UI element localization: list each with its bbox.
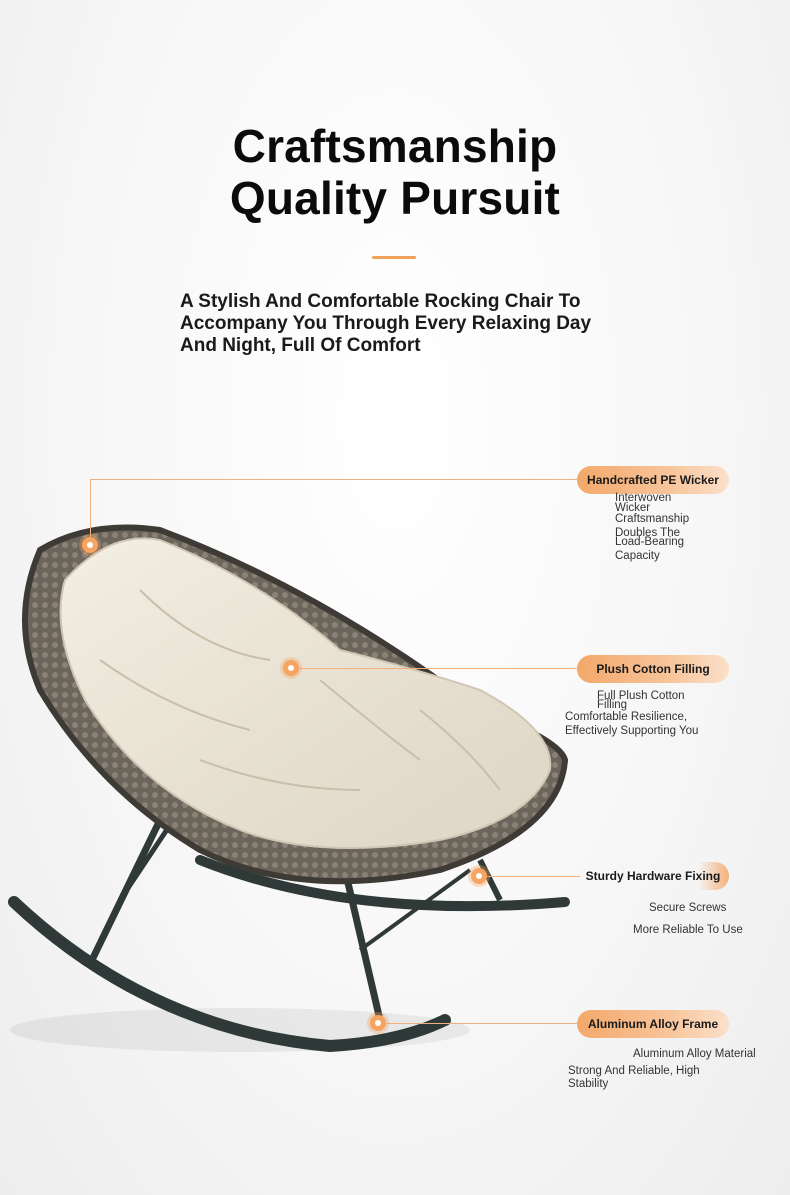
feature-desc-line: Interwoven <box>615 492 672 504</box>
feature-desc-line: More Reliable To Use <box>633 924 743 936</box>
title-line-1: Craftsmanship <box>232 120 558 172</box>
feature-desc-line: Comfortable Resilience, <box>565 711 688 723</box>
connector-line-3 <box>480 876 580 877</box>
feature-desc-line: Wicker <box>615 502 651 514</box>
feature-desc-frame <box>568 1048 778 1090</box>
feature-desc-line: Filling <box>597 699 628 711</box>
feature-desc-line: Effectively Supporting You <box>565 725 699 737</box>
feature-desc-line: Load-Bearing <box>615 536 685 548</box>
hotspot-wicker[interactable] <box>82 537 98 553</box>
feature-desc-line: Aluminum Alloy Material <box>633 1048 756 1060</box>
feature-label-wicker: Handcrafted PE Wicker <box>577 466 729 494</box>
accent-divider <box>372 256 416 259</box>
feature-desc-line: Secure Screws <box>649 902 727 914</box>
feature-desc-line: Doubles The <box>615 527 680 539</box>
connector-line-1-horizontal <box>90 479 580 480</box>
feature-label-hardware: Sturdy Hardware Fixing <box>577 862 729 890</box>
subtitle-line-2: Accompany You Through Every Relaxing Day <box>180 313 592 334</box>
feature-desc-line: Stability <box>568 1078 609 1090</box>
hotspot-hardware[interactable] <box>471 868 487 884</box>
feature-desc-line: Capacity <box>615 550 660 562</box>
page-title <box>0 120 790 224</box>
feature-desc-cushion <box>565 690 785 737</box>
connector-line-4 <box>378 1023 580 1024</box>
hotspot-frame[interactable] <box>370 1015 386 1031</box>
feature-desc-wicker <box>615 492 689 562</box>
hotspot-cushion[interactable] <box>283 660 299 676</box>
title-line-2: Quality Pursuit <box>229 172 561 224</box>
feature-label-cushion: Plush Cotton Filling <box>577 655 729 683</box>
feature-desc-hardware <box>633 902 783 936</box>
subtitle-line-1: A Stylish And Comfortable Rocking Chair To <box>180 291 581 312</box>
feature-label-frame: Aluminum Alloy Frame <box>577 1010 729 1038</box>
feature-desc-line: Craftsmanship <box>615 513 690 525</box>
connector-line-2 <box>292 668 580 669</box>
connector-line-1-vertical <box>90 479 91 541</box>
feature-desc-line: Strong And Reliable, High <box>568 1065 700 1077</box>
subtitle <box>180 291 650 357</box>
subtitle-line-3: And Night, Full Of Comfort <box>180 335 421 356</box>
feature-desc-line: Full Plush Cotton <box>597 690 685 702</box>
